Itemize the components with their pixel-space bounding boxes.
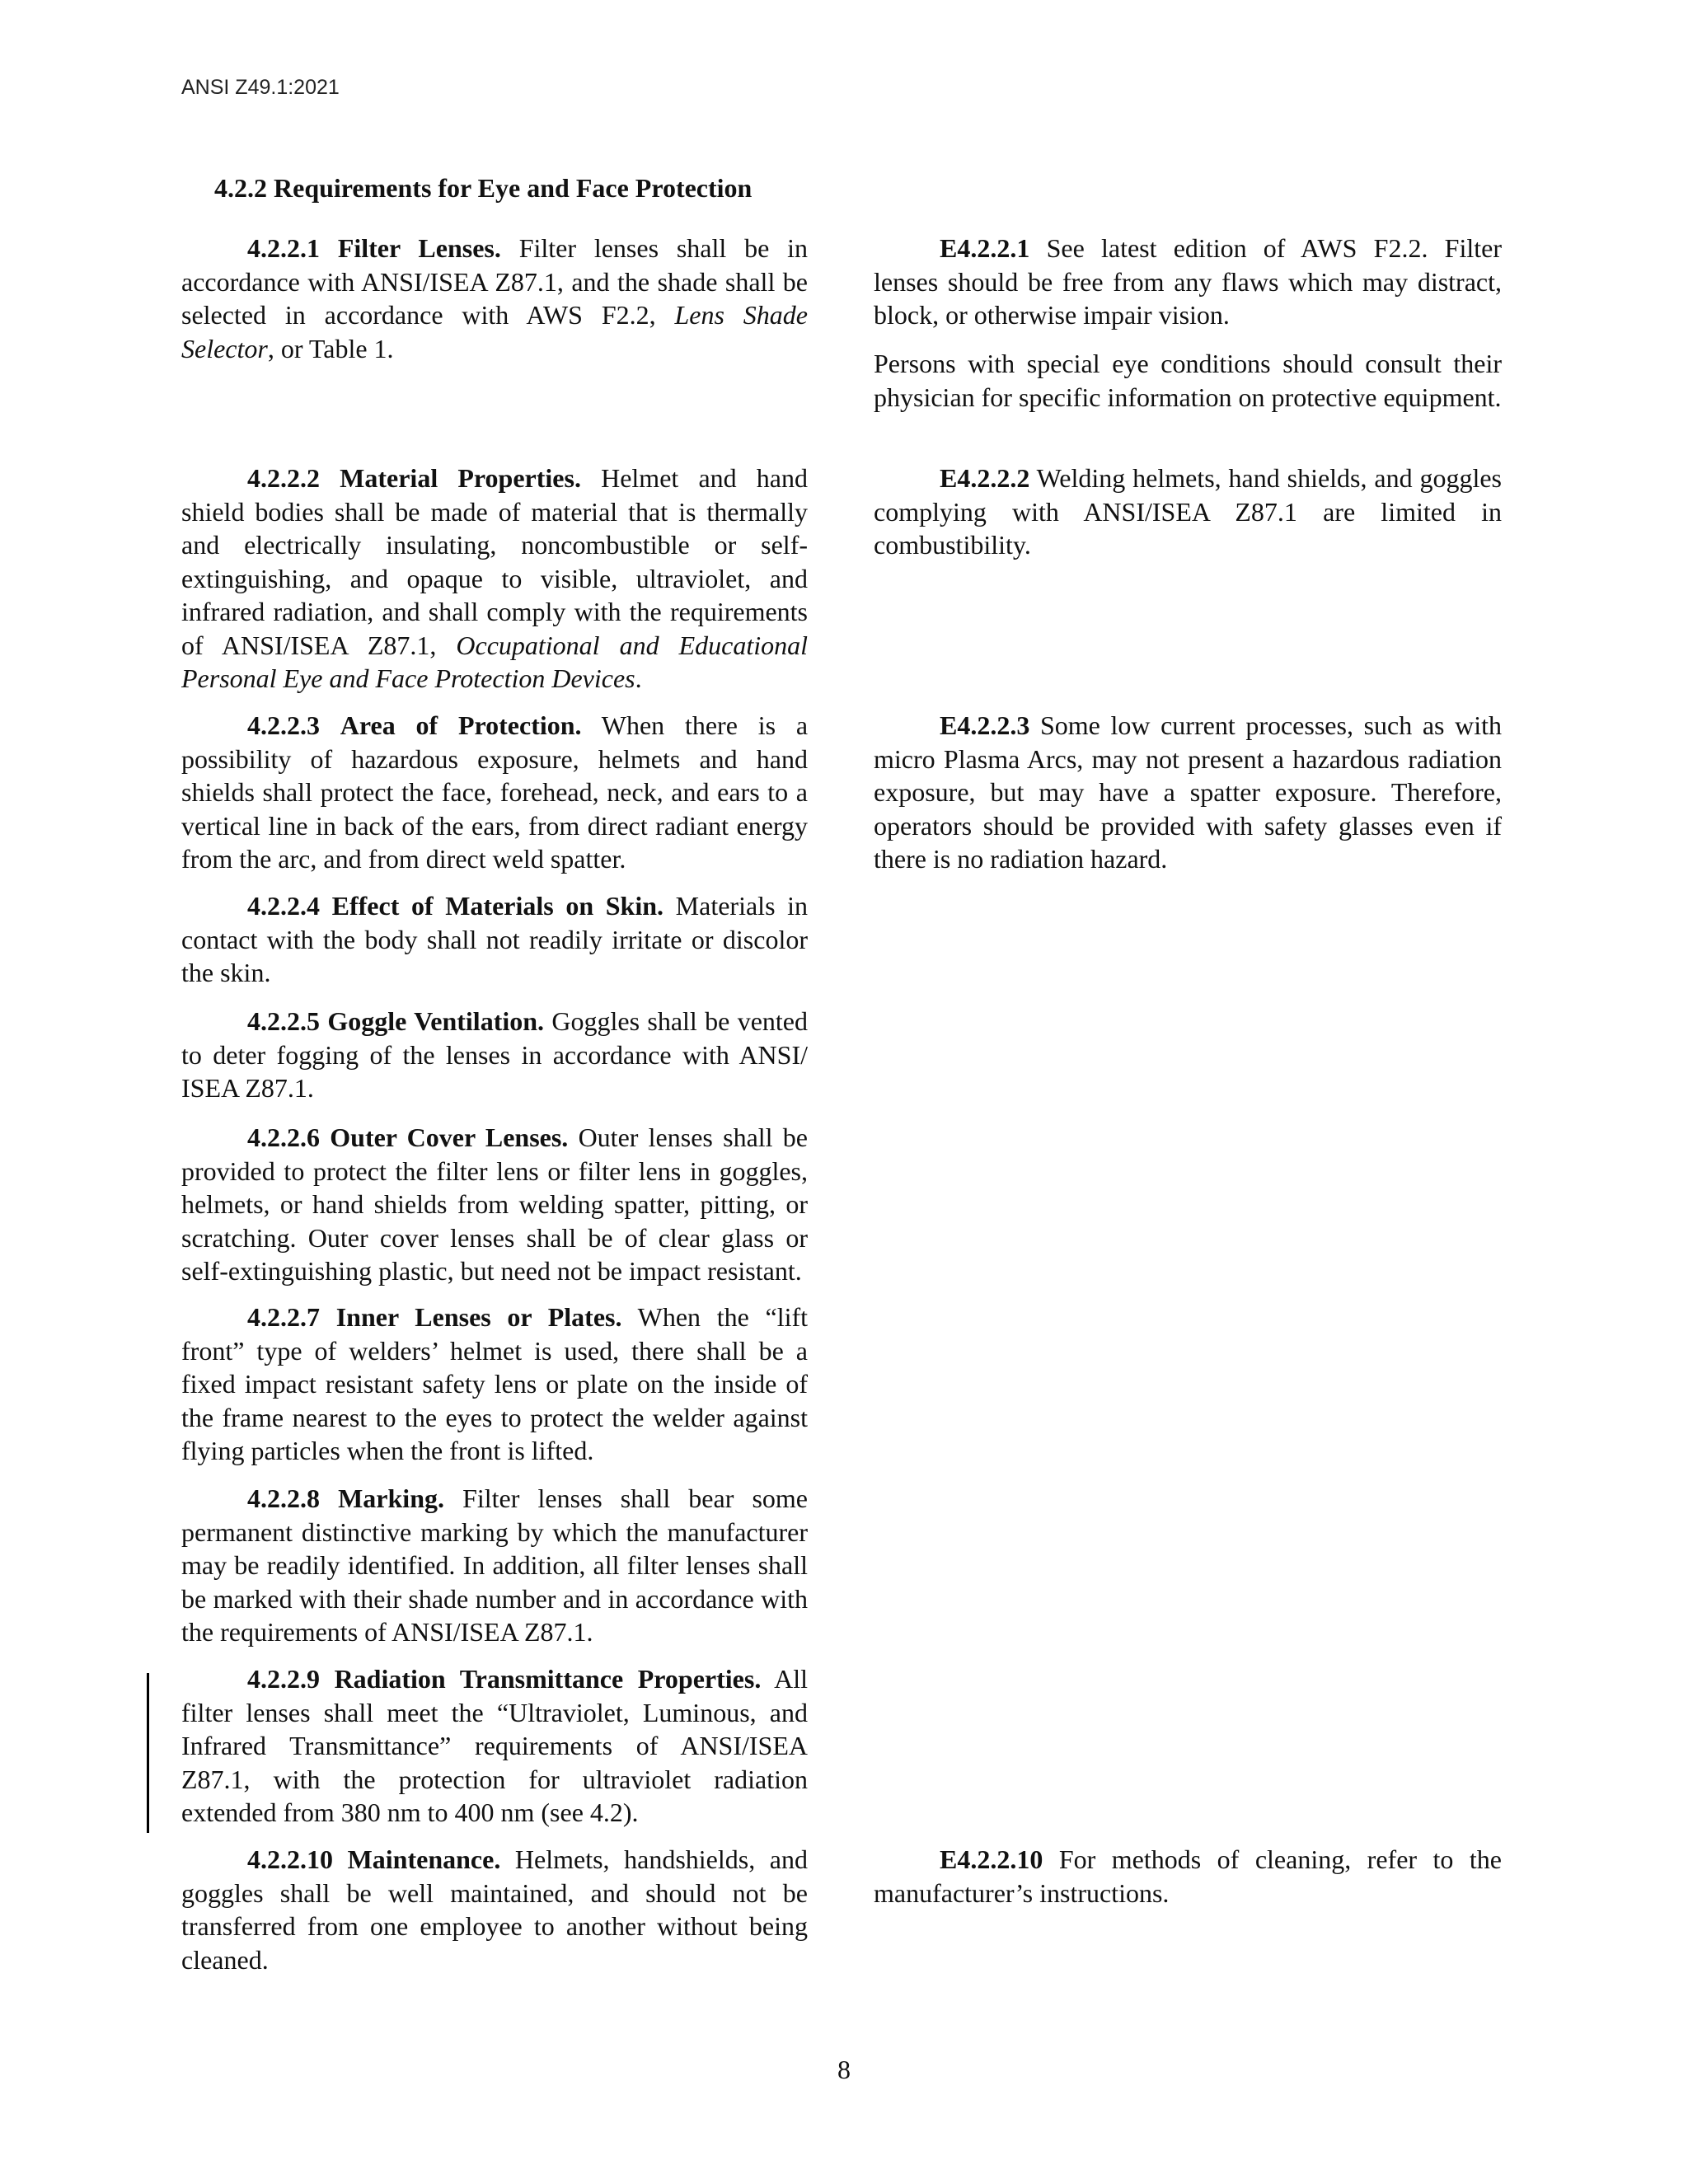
explanation-number: E4.2.2.10 [940,1844,1043,1874]
clause-number: 4.2.2.3 [247,710,320,740]
explanation-e4-2-2-3: E4.2.2.3 Some low current processes, such as with micro Plasma Arcs, may not present a hazardous radiation exposure, but may have a spatter exposure. Therefore, operators should be provided with safety glasses even if there is no radiation hazard. [874,710,1503,874]
paragraph-4-2-2-1: 4.2.2.1 Filter Lenses. Filter lenses shall be in accordance with ANSI/ISEA Z87.1, and the shade shall be selected in accordance with AWS F2.2, Lens Shade Selector, or Table 1. [181,233,809,363]
clause-title: Radiation Transmittance Properties. [334,1664,762,1694]
explanation-e4-2-2-1: E4.2.2.1 See latest edition of AWS F2.2. Filter lenses should be free from any flaws which may distract, block, or otherwise impair vision. [874,233,1503,330]
paragraph-4-2-2-5: 4.2.2.5 Goggle Ventilation. Goggles shall be vented to deter fogging of the lenses in accordance with ANSI/ ISEA Z87.1. [181,1006,809,1103]
page-number: 8 [837,2055,851,2084]
paragraph-4-2-2-3: 4.2.2.3 Area of Protection. When there is a possibility of hazardous exposure, helmets and hand shields shall protect the face, forehead, neck, and ears to a vertical line in back of the ears, from direct radiant energy from the arc, and from direct weld spatter. [181,710,809,874]
clause-number: 4.2.2.2 [247,463,320,493]
explanation-number: E4.2.2.2 [940,463,1030,493]
clause-number: 4.2.2.4 [247,891,320,921]
paragraph-4-2-2-4: 4.2.2.4 Effect of Materials on Skin. Materials in contact with the body shall not readily irritate or discolor the skin. [181,891,809,987]
clause-title: Area of Protection. [340,710,582,740]
clause-number: 4.2.2.6 [247,1122,320,1152]
paragraph-4-2-2-6: 4.2.2.6 Outer Cover Lenses. Outer lenses shall be provided to protect the filter lens or filter lens in goggles, helmets, or hand shields from welding spatter, pitting, or scratching. Outer cover lenses shall be of clear glass or self-extinguishing plastic, but need not be impact resistant. [181,1122,809,1286]
clause-title: Outer Cover Lenses. [330,1122,569,1152]
paragraph-4-2-2-2: 4.2.2.2 Material Properties. Helmet and hand shield bodies shall be made of material that is thermally and electrically insulating, noncombustible or self-extinguishing, and opaque to visible, ultraviolet, and infrared radiation, and shall comply with the requirements of ANSI/ISEA Z87.1, Occupational and Educational Personal Eye and Face Protection Devices. [181,463,809,693]
explanation-e4-2-2-2: E4.2.2.2 Welding helmets, hand shields, and goggles complying with ANSI/ISEA Z87.1 are limited in combustibility. [874,463,1503,560]
paragraph-4-2-2-8: 4.2.2.8 Marking. Filter lenses shall bear some permanent distinctive marking by which the manufacturer may be readily identified. In addition, all filter lenses shall be marked with their shade number and in accordance with the requirements of ANSI/ISEA Z87.1. [181,1483,809,1647]
clause-number: 4.2.2.9 [247,1664,320,1694]
clause-number: 4.2.2.8 [247,1483,320,1513]
clause-number: 4.2.2.7 [247,1302,320,1332]
change-bar [147,1673,149,1833]
clause-title: Filter Lenses. [337,233,501,263]
clause-title: Effect of Materials on Skin. [331,891,664,921]
clause-number: 4.2.2.1 [247,233,320,263]
clause-title: Maintenance. [347,1844,501,1874]
running-header: ANSI Z49.1:2021 [181,76,340,99]
clause-title: Material Properties. [340,463,581,493]
paragraph-4-2-2-10: 4.2.2.10 Maintenance. Helmets, handshields, and goggles shall be well maintained, and should not be transferred from one employee to another without being cleaned. [181,1844,808,1975]
explanation-number: E4.2.2.1 [940,233,1030,263]
clause-title: Marking. [338,1483,444,1513]
explanation-number: E4.2.2.3 [940,710,1030,740]
explanation-e4-2-2-10: E4.2.2.10 For methods of cleaning, refer to the manufacturer’s instructions. [874,1844,1503,1908]
clause-number: 4.2.2.5 [247,1006,320,1036]
explanation-e4-2-2-1-note: Persons with special eye conditions should consult their physician for specific information on protective equipment. [874,349,1502,412]
paragraph-4-2-2-7: 4.2.2.7 Inner Lenses or Plates. When the “lift front” type of welders’ helmet is used, there shall be a fixed impact resistant safety lens or plate on the inside of the frame nearest to the eyes to protect the welder against flying particles when the front is lifted. [181,1302,809,1465]
clause-number: 4.2.2.10 [247,1844,333,1874]
clause-title: Goggle Ventilation. [327,1006,545,1036]
section-heading: 4.2.2 Requirements for Eye and Face Protection [214,173,753,203]
paragraph-4-2-2-9: 4.2.2.9 Radiation Transmittance Properties. All filter lenses shall meet the “Ultraviolet, Luminous, and Infrared Transmittance” requirements of ANSI/ISEA Z87.1, with the protection for ultraviolet radiation extended from 380 nm to 400 nm (see 4.2). [181,1664,808,1827]
clause-title: Inner Lenses or Plates. [335,1302,622,1332]
